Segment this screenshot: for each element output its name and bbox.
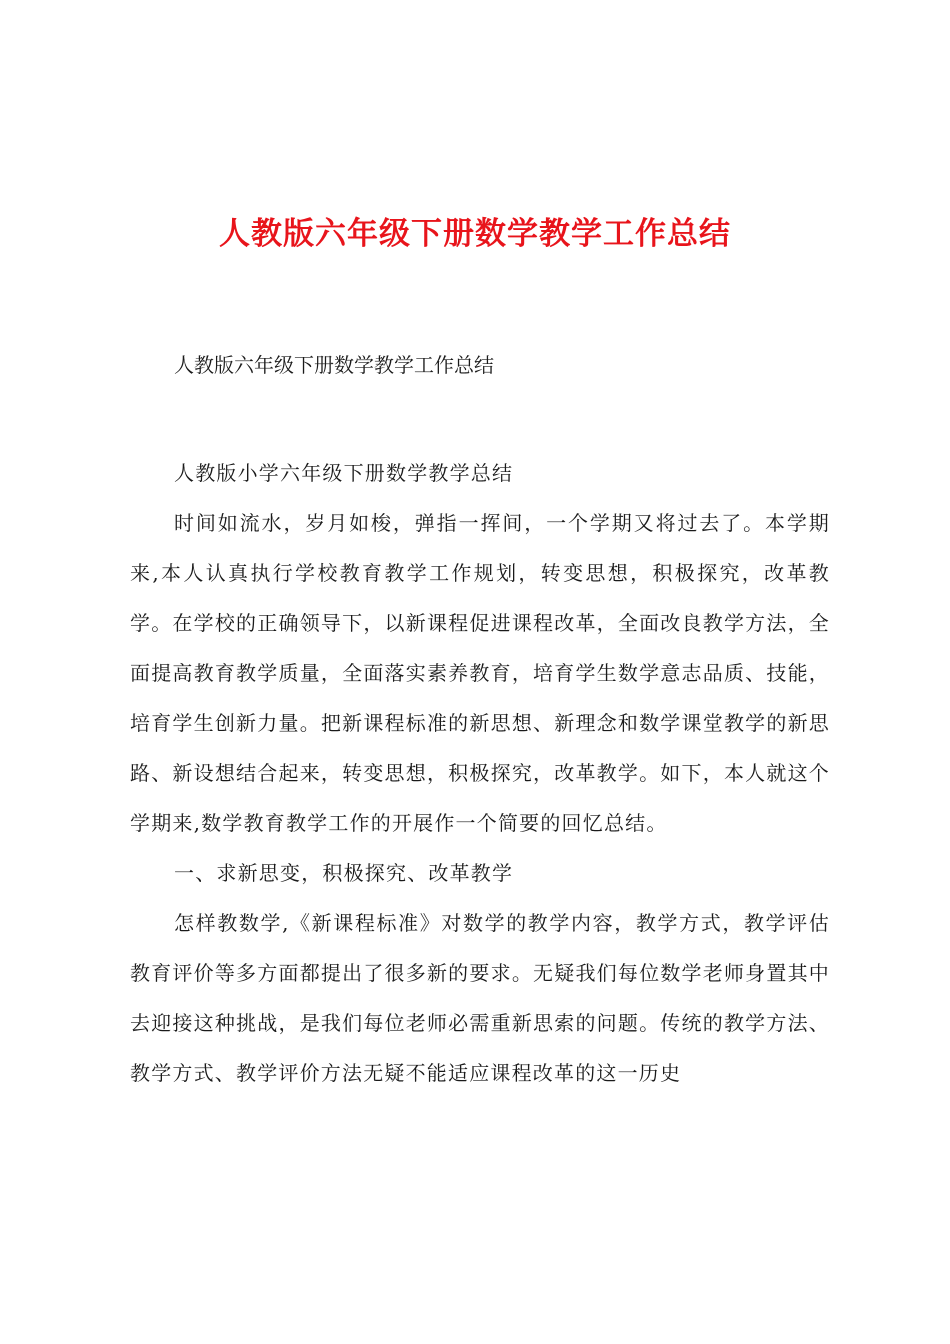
document-subtitle: 人教版六年级下册数学教学工作总结 — [174, 353, 494, 377]
paragraph-section-one: 怎样教数学,《新课程标准》对数学的教学内容，教学方式，教学评估教育评价等多方面都提出了很多新的要求。无疑我们每位数学老师身置其中去迎接这种挑战，是我们每位老师必需重新思索的问题。传统的教学方法、教学方式、教学评价方法无疑不能适应课程改革的这一历史 — [130, 911, 830, 1085]
paragraph-intro: 时间如流水，岁月如梭，弹指一挥间，一个学期又将过去了。本学期来,本人认真执行学校教育教学工作规划，转变思想，积极探究，改革教学。在学校的正确领导下，以新课程促进课程改革，全面改良教学方法，全面提高教育教学质量，全面落实素养教育，培育学生数学意志品质、技能，培育学生创新力量。把新课程标准的新思想、新理念和数学课堂教学的新思路、新设想结合起来，转变思想，积极探究，改革教学。如下，本人就这个学期来,数学教育教学工作的开展作一个简要的回忆总结。 — [130, 511, 830, 835]
document-subtitle-block — [130, 348, 830, 382]
document-title: 人教版六年级下册数学教学工作总结 — [219, 216, 731, 252]
paragraph-heading: 人教版小学六年级下册数学教学总结 — [174, 461, 514, 485]
section-heading: 一、求新思变，积极探究、改革教学 — [174, 861, 514, 885]
document-body — [130, 448, 830, 1098]
